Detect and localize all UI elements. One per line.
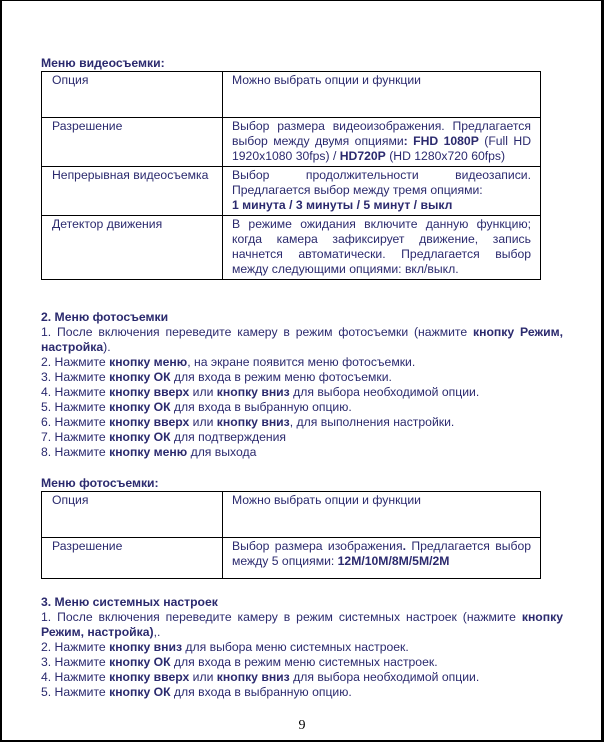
list-item: 1. После включения переведите камеру в режим фотосъемки (нажмите кнопку Режим, настройка).	[41, 325, 563, 354]
option-cell: Разрешение	[42, 538, 223, 579]
page-content	[41, 56, 563, 700]
list-item: 1. После включения переведите камеру в режим системных настроек (нажмите кнопку Режим, настройка),.	[41, 610, 563, 639]
photo-menu-title: Меню фотосъемки:	[41, 476, 159, 490]
description-cell: В режиме ожидания включите данную функцию; когда камера зафиксирует движение, запись начнется автоматически. Предлагается выбор между следующими опциями: вкл/выкл.	[223, 216, 541, 280]
list-item: 7. Нажмите кнопку ОК для подтверждения	[41, 430, 287, 444]
option-cell: Непрерывная видеосъемка	[42, 167, 223, 216]
list-item: 4. Нажмите кнопку вверх или кнопку вниз для выбора необходимой опции.	[41, 670, 480, 684]
system-steps-list	[41, 610, 563, 700]
table-row	[42, 72, 541, 118]
list-item: 2. Нажмите кнопку вниз для выбора меню системных настроек.	[41, 640, 409, 654]
option-cell: Опция	[42, 492, 223, 538]
video-menu-title: Меню видеосъемки:	[41, 56, 165, 70]
list-item: 3. Нажмите кнопку ОК для входа в режим меню системных настроек.	[41, 655, 438, 669]
description-cell: Выбор размера видеоизображения. Предлагается выбор между двумя опциями: FHD 1080P (Full HD 1920x1080 30fps) / HD720P (HD 1280x720 60fps)	[223, 118, 541, 167]
description-cell: Можно выбрать опции и функции	[223, 492, 541, 538]
list-item: 2. Нажмите кнопку меню, на экране появится меню фотосъемки.	[41, 355, 416, 369]
video-menu-table	[41, 71, 541, 280]
list-item: 4. Нажмите кнопку вверх или кнопку вниз для выбора необходимой опции.	[41, 385, 480, 399]
table-row	[42, 538, 541, 579]
list-item: 3. Нажмите кнопку ОК для входа в режим меню фотосъемки.	[41, 370, 392, 384]
option-cell: Опция	[42, 72, 223, 118]
description-cell: Можно выбрать опции и функции	[223, 72, 541, 118]
list-item: 5. Нажмите кнопку ОК для входа в выбранную опцию.	[41, 400, 352, 414]
page-number: 9	[298, 718, 306, 733]
description-cell: Выбор размера изображения. Предлагается выбор между 5 опциями: 12M/10M/8M/5M/2M	[223, 538, 541, 579]
option-cell: Детектор движения	[42, 216, 223, 280]
list-item: 6. Нажмите кнопку вверх или кнопку вниз, для выполнения настройки.	[41, 415, 455, 429]
option-cell: Разрешение	[42, 118, 223, 167]
system-section-title: 3. Меню системных настроек	[41, 595, 218, 609]
table-row	[42, 167, 541, 216]
table-row	[42, 118, 541, 167]
list-item: 5. Нажмите кнопку ОК для входа в выбранную опцию.	[41, 685, 352, 699]
photo-section-title: 2. Меню фотосъемки	[41, 310, 169, 324]
list-item: 8. Нажмите кнопку меню для выхода	[41, 445, 257, 459]
photo-menu-table	[41, 491, 541, 579]
table-row	[42, 492, 541, 538]
table-row	[42, 216, 541, 280]
description-cell: Выбор продолжительности видеозаписи. Предлагается выбор между тремя опциями: 1 минута / 3 минуты / 5 минут / выкл	[223, 167, 541, 216]
photo-steps-list	[41, 325, 563, 460]
